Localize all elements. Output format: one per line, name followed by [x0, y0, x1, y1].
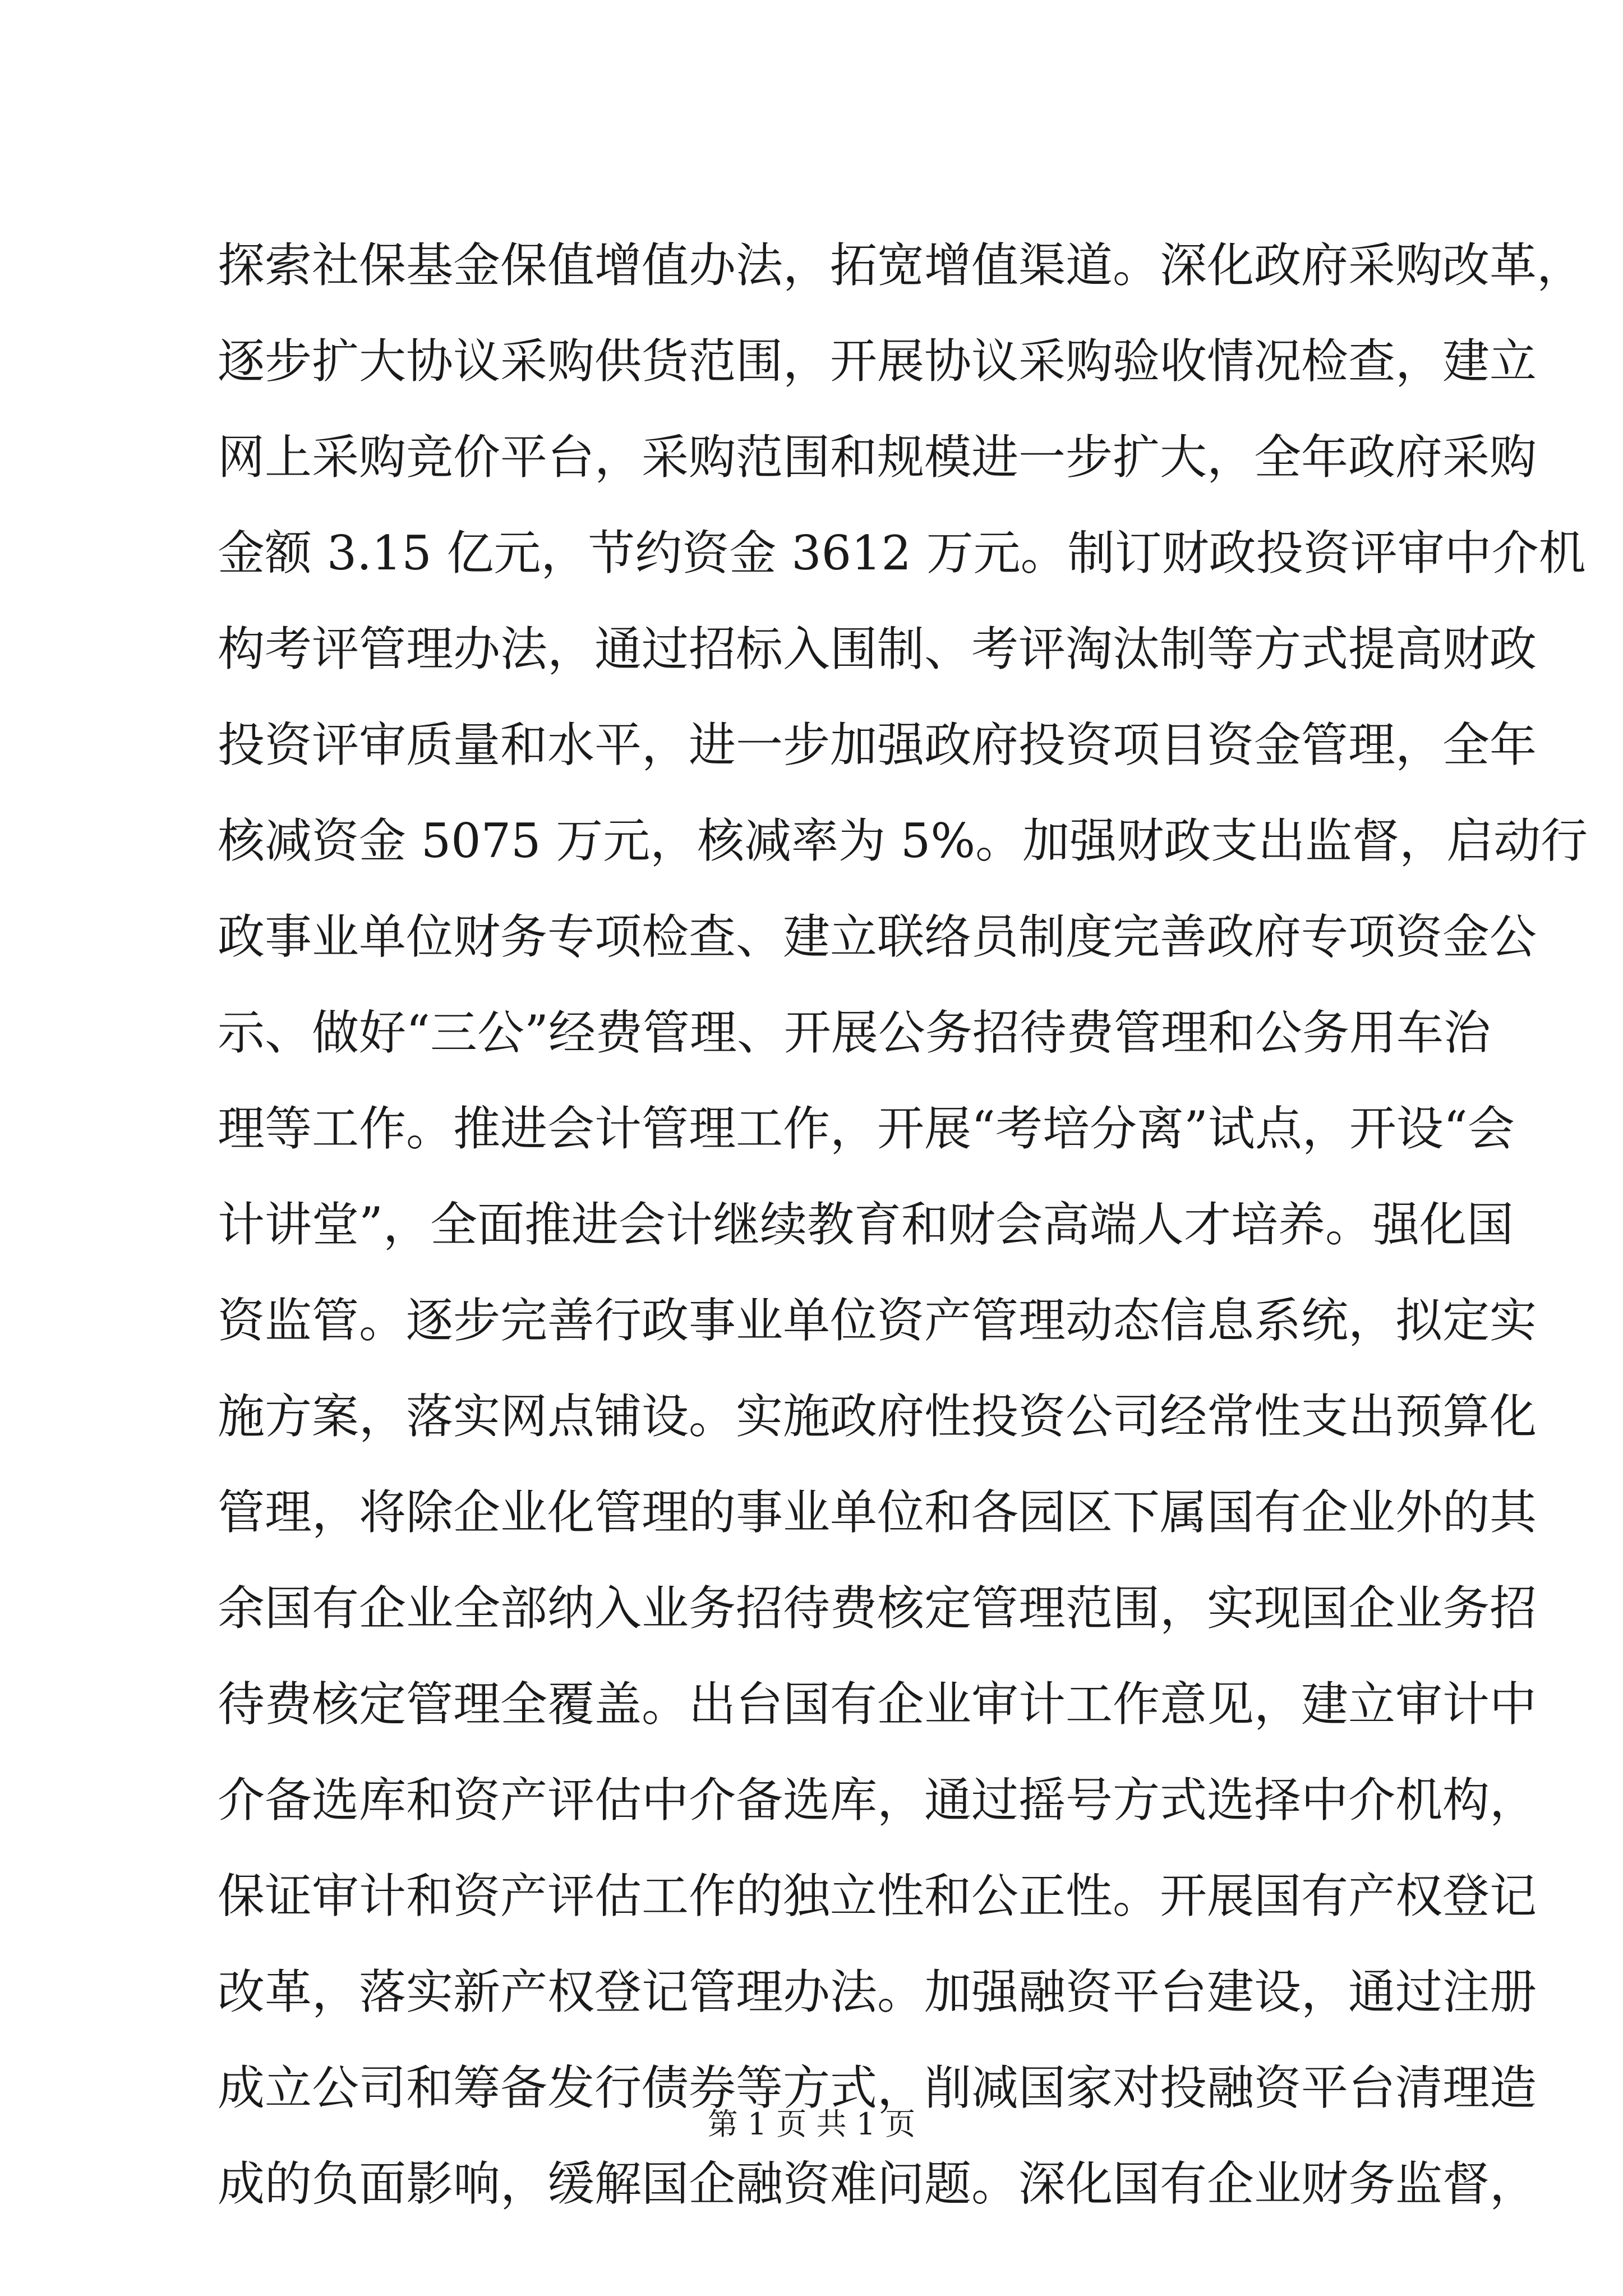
text-line: 待费核定管理全覆盖。出台国有企业审计工作意见，建立审计中: [218, 1677, 1537, 1732]
text-line: 逐步扩大协议采购供货范围，开展协议采购验收情况检查，建立: [218, 334, 1537, 389]
text-line: 核减资金 5075 万元，核减率为 5%。加强财政支出监督，启动行: [218, 813, 1588, 868]
text-line: 保证审计和资产评估工作的独立性和公正性。开展国有产权登记: [218, 1869, 1537, 1924]
text-line: 构考评管理办法，通过招标入围制、考评淘汰制等方式提高财政: [218, 622, 1537, 677]
text-line: 网上采购竞价平台，采购范围和规模进一步扩大，全年政府采购: [218, 430, 1537, 485]
text-line: 改革，落实新产权登记管理办法。加强融资平台建设，通过注册: [218, 1964, 1537, 2019]
text-line: 理等工作。推进会计管理工作，开展“考培分离”试点，开设“会: [218, 1101, 1515, 1156]
text-line: 介备选库和资产评估中介备选库，通过摇号方式选择中介机构，: [218, 1773, 1537, 1828]
text-line: 投资评审质量和水平，进一步加强政府投资项目资金管理，全年: [218, 717, 1537, 772]
text-line: 管理，将除企业化管理的事业单位和各园区下属国有企业外的其: [218, 1485, 1537, 1540]
text-line: 政事业单位财务专项检查、建立联络员制度完善政府专项资金公: [218, 909, 1537, 964]
text-line: 计讲堂”，全面推进会计继续教育和财会高端人才培养。强化国: [218, 1197, 1514, 1252]
text-line: 探索社保基金保值增值办法，拓宽增值渠道。深化政府采购改革，: [218, 238, 1584, 293]
text-line: 成的负面影响，缓解国企融资难问题。深化国有企业财务监督，: [218, 2156, 1537, 2211]
text-line: 成立公司和筹备发行债券等方式，削减国家对投融资平台清理造: [218, 2060, 1537, 2115]
text-line: 施方案，落实网点铺设。实施政府性投资公司经常性支出预算化: [218, 1389, 1537, 1444]
page-footer: 第 1 页 共 1 页: [707, 2106, 916, 2142]
text-line: 示、做好“三公”经费管理、开展公务招待费管理和公务用车治: [218, 1005, 1491, 1060]
text-line: 金额 3.15 亿元，节约资金 3612 万元。制订财政投资评审中介机: [218, 526, 1586, 581]
text-line: 资监管。逐步完善行政事业单位资产管理动态信息系统，拟定实: [218, 1293, 1537, 1348]
document-body: [218, 218, 1588, 2232]
text-line: 余国有企业全部纳入业务招待费核定管理范围，实现国企业务招: [218, 1581, 1537, 1636]
